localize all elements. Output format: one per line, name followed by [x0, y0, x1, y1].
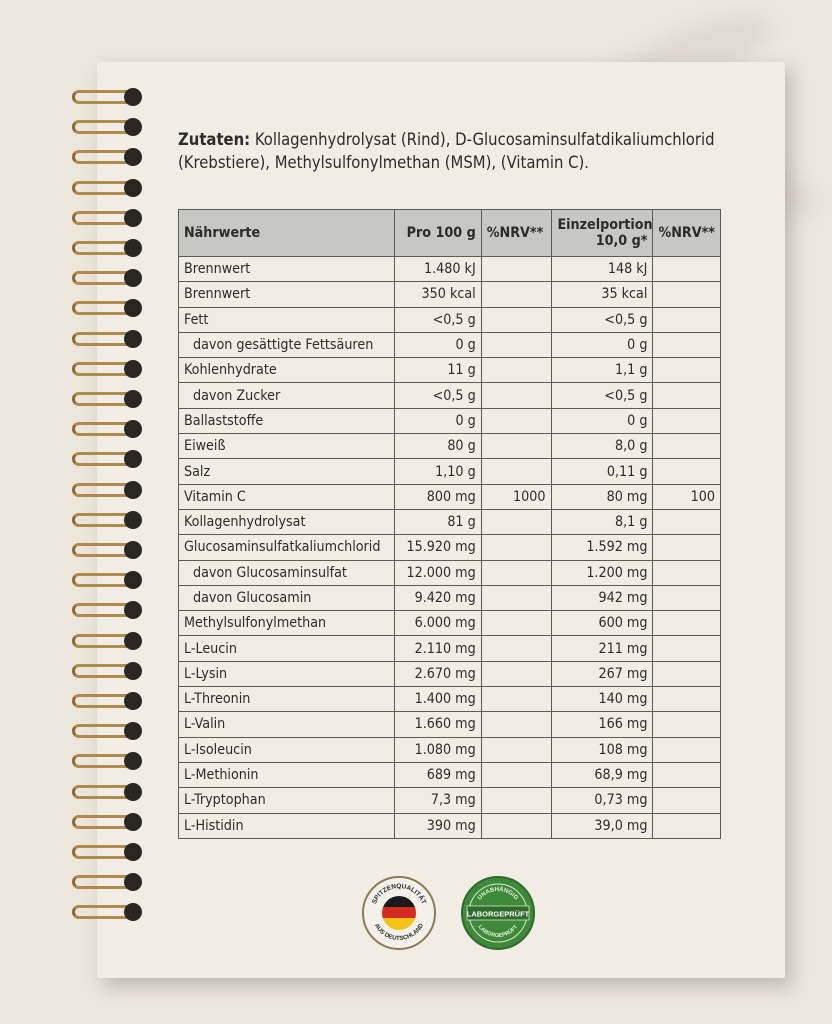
nutrient-name: Fett	[179, 307, 395, 332]
value-per-100g: <0,5 g	[395, 307, 481, 332]
nutrient-name: L-Valin	[179, 712, 395, 737]
nrv-per-portion	[653, 737, 721, 762]
table-row	[179, 408, 721, 433]
svg-text:LABORGEPRÜFT	[477, 924, 520, 939]
value-per-100g: 81 g	[395, 509, 481, 534]
table-row	[179, 383, 721, 408]
nrv-per-portion	[653, 358, 721, 383]
nrv-per-portion	[653, 788, 721, 813]
value-per-portion: 942 mg	[551, 585, 653, 610]
nrv-per-100g	[481, 408, 551, 433]
value-per-portion: 35 kcal	[551, 282, 653, 307]
badge-lab-middle: LABORGEPRÜFT	[466, 909, 530, 919]
nrv-per-100g	[481, 762, 551, 787]
punch-hole	[124, 239, 142, 257]
table-row	[179, 282, 721, 307]
nutrient-name: L-Tryptophan	[179, 788, 395, 813]
nutrient-name: Kollagenhydrolysat	[179, 509, 395, 534]
value-per-100g: 11 g	[395, 358, 481, 383]
lab-tested-badge	[461, 876, 535, 950]
value-per-100g: 390 mg	[395, 813, 481, 838]
nrv-per-portion	[653, 813, 721, 838]
nrv-per-100g	[481, 585, 551, 610]
nutrient-name: L-Lysin	[179, 661, 395, 686]
value-per-portion: 140 mg	[551, 687, 653, 712]
nrv-per-100g	[481, 509, 551, 534]
nrv-per-portion	[653, 282, 721, 307]
value-per-portion: 68,9 mg	[551, 762, 653, 787]
nutrient-name: Ballaststoffe	[179, 408, 395, 433]
nrv-per-100g	[481, 257, 551, 282]
nrv-per-100g	[481, 307, 551, 332]
nrv-per-portion	[653, 257, 721, 282]
value-per-100g: 0 g	[395, 332, 481, 357]
nrv-per-portion	[653, 611, 721, 636]
punch-hole	[124, 541, 142, 559]
nrv-per-portion: 100	[653, 484, 721, 509]
punch-hole	[124, 481, 142, 499]
nrv-per-portion	[653, 762, 721, 787]
punch-hole	[124, 813, 142, 831]
table-row	[179, 585, 721, 610]
value-per-100g: 7,3 mg	[395, 788, 481, 813]
header-nrv: %NRV**	[481, 210, 551, 257]
value-per-100g: 689 mg	[395, 762, 481, 787]
value-per-portion: 0 g	[551, 332, 653, 357]
value-per-100g: 1.400 mg	[395, 687, 481, 712]
value-per-portion: 8,0 g	[551, 434, 653, 459]
punch-hole	[124, 360, 142, 378]
nrv-per-portion	[653, 383, 721, 408]
value-per-portion: 108 mg	[551, 737, 653, 762]
value-per-100g: 2.670 mg	[395, 661, 481, 686]
nutrient-name: L-Threonin	[179, 687, 395, 712]
nutrient-name: Salz	[179, 459, 395, 484]
ingredients-text	[178, 128, 738, 174]
value-per-100g: 2.110 mg	[395, 636, 481, 661]
value-per-100g: 1.080 mg	[395, 737, 481, 762]
nrv-per-portion	[653, 585, 721, 610]
table-row	[179, 535, 721, 560]
value-per-100g: 1.660 mg	[395, 712, 481, 737]
value-per-portion: 8,1 g	[551, 509, 653, 534]
nrv-per-100g	[481, 661, 551, 686]
badge-lab-top: UNABHÄNGIG	[477, 886, 519, 902]
table-row	[179, 813, 721, 838]
table-row	[179, 712, 721, 737]
table-row	[179, 611, 721, 636]
table-row	[179, 257, 721, 282]
header-portion	[551, 210, 653, 257]
table-row	[179, 332, 721, 357]
header-per-100g: Pro 100 g	[395, 210, 481, 257]
nrv-per-portion	[653, 459, 721, 484]
nrv-per-portion	[653, 636, 721, 661]
badge-quality-bottom: AUS DEUTSCHLAND	[372, 922, 426, 943]
nutrient-name: davon Zucker	[179, 383, 395, 408]
nrv-per-100g	[481, 636, 551, 661]
nrv-per-portion	[653, 535, 721, 560]
value-per-portion: 267 mg	[551, 661, 653, 686]
table-row	[179, 687, 721, 712]
punch-hole	[124, 209, 142, 227]
nrv-per-100g	[481, 788, 551, 813]
nrv-per-portion	[653, 712, 721, 737]
table-row	[179, 307, 721, 332]
nrv-per-100g	[481, 813, 551, 838]
nrv-per-portion	[653, 408, 721, 433]
value-per-portion: 211 mg	[551, 636, 653, 661]
punch-hole	[124, 662, 142, 680]
value-per-portion: 0 g	[551, 408, 653, 433]
badge-quality-top: SPITZENQUALITÄT	[370, 882, 428, 906]
value-per-100g: 350 kcal	[395, 282, 481, 307]
table-row	[179, 560, 721, 585]
nutrient-name: davon Glucosamin	[179, 585, 395, 610]
nrv-per-100g	[481, 687, 551, 712]
punch-hole	[124, 511, 142, 529]
nutrient-name: L-Leucin	[179, 636, 395, 661]
table-row	[179, 484, 721, 509]
nutrient-name: Methylsulfonylmethan	[179, 611, 395, 636]
value-per-portion: 39,0 mg	[551, 813, 653, 838]
table-row	[179, 661, 721, 686]
nrv-per-portion	[653, 687, 721, 712]
nrv-per-portion	[653, 560, 721, 585]
value-per-portion: 0,73 mg	[551, 788, 653, 813]
nrv-per-100g	[481, 358, 551, 383]
nrv-per-100g	[481, 611, 551, 636]
value-per-100g: 15.920 mg	[395, 535, 481, 560]
value-per-portion: 80 mg	[551, 484, 653, 509]
value-per-100g: <0,5 g	[395, 383, 481, 408]
value-per-portion: 1,1 g	[551, 358, 653, 383]
value-per-100g: 80 g	[395, 434, 481, 459]
nutrient-name: L-Histidin	[179, 813, 395, 838]
nutrient-name: Eiweiß	[179, 434, 395, 459]
nrv-per-100g	[481, 712, 551, 737]
value-per-portion: <0,5 g	[551, 307, 653, 332]
punch-hole	[124, 632, 142, 650]
nutrient-name: Vitamin C	[179, 484, 395, 509]
nrv-per-portion	[653, 509, 721, 534]
value-per-portion: 600 mg	[551, 611, 653, 636]
nrv-per-100g	[481, 737, 551, 762]
table-header-row	[179, 210, 721, 257]
punch-hole	[124, 843, 142, 861]
table-row	[179, 788, 721, 813]
nutrient-name: Glucosaminsulfatkaliumchlorid	[179, 535, 395, 560]
table-row	[179, 459, 721, 484]
nrv-per-portion	[653, 332, 721, 357]
nrv-per-100g: 1000	[481, 484, 551, 509]
value-per-portion: 1.592 mg	[551, 535, 653, 560]
punch-hole	[124, 88, 142, 106]
nutrient-name: Kohlenhydrate	[179, 358, 395, 383]
table-row	[179, 737, 721, 762]
table-row	[179, 358, 721, 383]
value-per-100g: 6.000 mg	[395, 611, 481, 636]
nutrient-name: davon gesättigte Fettsäuren	[179, 332, 395, 357]
value-per-100g: 1.480 kJ	[395, 257, 481, 282]
badge-lab-bottom: LABORGEPRÜFT	[476, 924, 520, 940]
nrv-per-100g	[481, 560, 551, 585]
nrv-per-100g	[481, 282, 551, 307]
nrv-per-portion	[653, 307, 721, 332]
value-per-portion: 148 kJ	[551, 257, 653, 282]
value-per-portion: 0,11 g	[551, 459, 653, 484]
value-per-100g: 12.000 mg	[395, 560, 481, 585]
nutrition-table	[178, 209, 721, 839]
lab-seal-icon	[463, 878, 533, 948]
nutrient-name: L-Methionin	[179, 762, 395, 787]
table-row	[179, 636, 721, 661]
nrv-per-100g	[481, 535, 551, 560]
nutrient-name: Brennwert	[179, 282, 395, 307]
nutrient-name: Brennwert	[179, 257, 395, 282]
quality-germany-badge	[362, 876, 436, 950]
ingredients-label: Zutaten:	[178, 130, 251, 149]
punch-hole	[124, 390, 142, 408]
nrv-per-portion	[653, 661, 721, 686]
value-per-portion: 166 mg	[551, 712, 653, 737]
nrv-per-100g	[481, 434, 551, 459]
value-per-100g: 800 mg	[395, 484, 481, 509]
value-per-100g: 1,10 g	[395, 459, 481, 484]
nutrient-name: L-Isoleucin	[179, 737, 395, 762]
value-per-100g: 0 g	[395, 408, 481, 433]
nutrient-name: davon Glucosaminsulfat	[179, 560, 395, 585]
value-per-portion: 1.200 mg	[551, 560, 653, 585]
nrv-per-100g	[481, 332, 551, 357]
punch-hole	[124, 783, 142, 801]
nrv-per-100g	[481, 383, 551, 408]
table-row	[179, 762, 721, 787]
header-nrv-portion: %NRV**	[653, 210, 721, 257]
value-per-100g: 9.420 mg	[395, 585, 481, 610]
punch-hole	[124, 692, 142, 710]
punch-hole	[124, 179, 142, 197]
header-portion-label: Einzelportion 10,0 g*	[557, 217, 653, 249]
nrv-per-portion	[653, 434, 721, 459]
nrv-per-100g	[481, 459, 551, 484]
ingredients-list: Kollagenhydrolysat (Rind), D-Glucosaminsulfatdikaliumchlorid (Krebstiere), Methylsulfonylmethan (MSM), (Vitamin C).	[178, 130, 715, 172]
germany-flag-icon	[364, 878, 434, 948]
punch-hole	[124, 330, 142, 348]
table-row	[179, 509, 721, 534]
header-nutrient: Nährwerte	[179, 210, 395, 257]
value-per-portion: <0,5 g	[551, 383, 653, 408]
table-row	[179, 434, 721, 459]
